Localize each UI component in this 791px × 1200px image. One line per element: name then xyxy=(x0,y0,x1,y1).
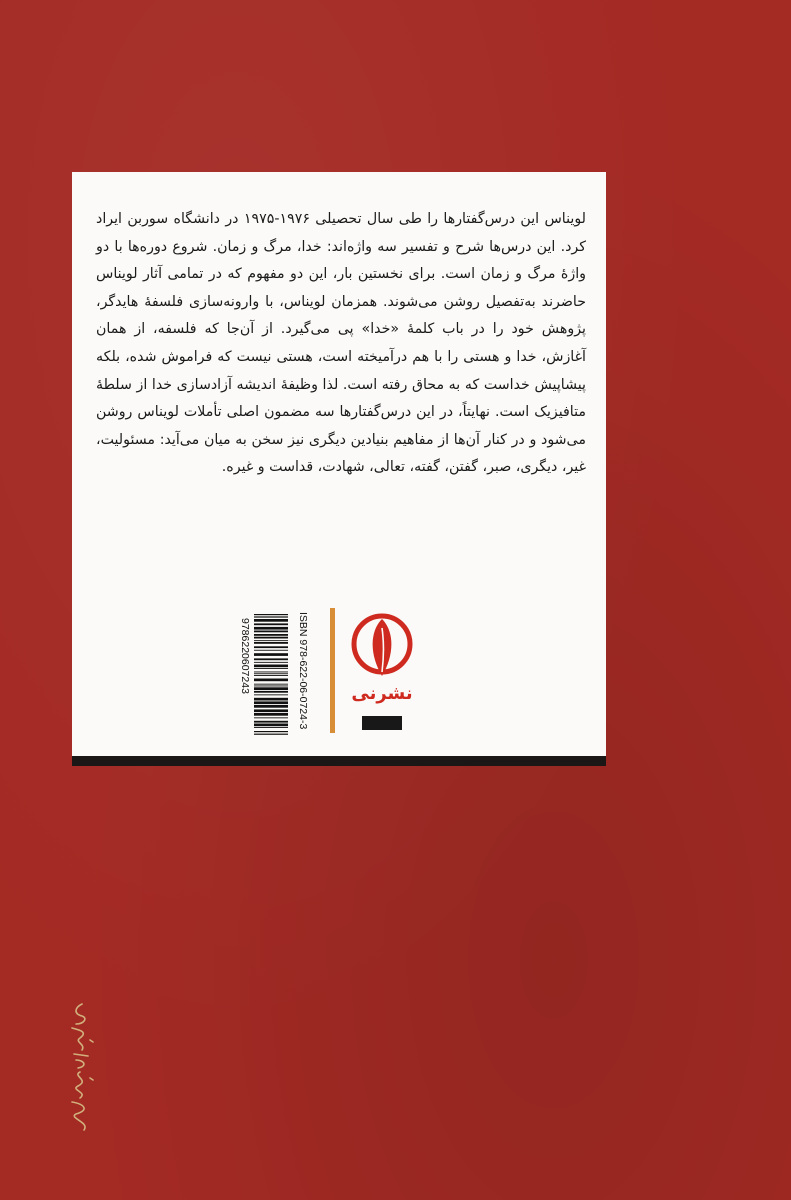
barcode-bar xyxy=(254,662,288,663)
publisher-name: نشرنی xyxy=(351,683,413,704)
barcode-bar xyxy=(254,668,288,669)
barcode-bar xyxy=(254,709,288,712)
barcode-graphic xyxy=(240,610,310,740)
barcode-bar xyxy=(254,701,288,704)
barcode-bar xyxy=(254,694,288,695)
barcode-bar xyxy=(254,684,288,685)
orange-divider xyxy=(330,608,335,733)
publisher-logo-bar xyxy=(362,716,402,730)
barcode-bar xyxy=(254,631,288,633)
barcode-bar xyxy=(254,642,288,644)
barcode-bar xyxy=(254,675,288,676)
barcode-bar xyxy=(254,673,288,674)
barcode-bar xyxy=(254,698,288,701)
barcode-bar xyxy=(254,721,288,723)
barcode-bar xyxy=(254,713,288,716)
barcode-bar xyxy=(254,665,288,668)
barcode-bar xyxy=(254,679,288,682)
barcode-bar xyxy=(254,705,288,708)
barcode-bar xyxy=(254,637,288,639)
barcode-bar xyxy=(254,658,288,660)
isbn-barcode xyxy=(240,610,310,740)
barcode-bar xyxy=(254,619,288,622)
barcode-bar xyxy=(254,724,288,727)
barcode-bar xyxy=(254,734,288,735)
barcode-bar xyxy=(254,627,288,630)
barcode-bar xyxy=(254,691,288,693)
barcode-bar xyxy=(254,616,288,617)
barcode-bar xyxy=(254,686,288,687)
barcode-bar xyxy=(254,646,288,648)
panel-bottom-bar xyxy=(72,756,606,766)
handwritten-signature-icon xyxy=(60,1000,100,1135)
barcode-bar xyxy=(254,650,288,651)
isbn-label: ISBN 978-622-06-0724-3 xyxy=(297,612,309,730)
isbn-digits: 9786220607243 xyxy=(240,618,251,694)
barcode-bar xyxy=(254,727,288,728)
barcode-bar xyxy=(254,672,288,673)
barcode-bar xyxy=(254,717,288,718)
barcode-bar xyxy=(254,653,288,656)
barcode-bar xyxy=(254,640,288,641)
barcode-bar xyxy=(254,623,288,625)
barcode-bar xyxy=(254,614,288,615)
barcode-bar xyxy=(254,634,288,636)
barcode-bar xyxy=(254,687,288,690)
back-cover-blurb: لویناس این درس‌گفتارها را طی سال تحصیلی ۱۹۷۶-۱۹۷۵ در دانشگاه سوربن ایراد کرد. این درس‌ها شرح و تفسیر سه واژه‌اند: خدا، مرگ و زمان. شروع دوره‌ها با دو واژهٔ مرگ و زمان است. برای نخستین بار، این دو مفهوم که در تمامی آثار لویناس حاضرند به‌تفصیل روشن می‌شوند. همزمان لویناس، با وارونه‌سازی فلسفهٔ هایدگر، پژوهش خود را در باب کلمهٔ «خدا» پی می‌گیرد. از آن‌جا که فلسفه، از همان آغازش، خدا و هستی را با هم درآمیخته است، هستی نیست که فراموش شده، بلکه پیشاپیش خداست که به محاق رفته است. لذا وظیفهٔ اندیشه آزادسازی خدا از سلطهٔ متافیزیک است. نهایتاً، در این درس‌گفتارها سه مضمون اصلی تأملات لویناس روشن می‌شود و در کنار آن‌ها از مفاهیم بنیادین دیگری نیز سخن به میان می‌آید: مسئولیت، غیر، دیگری، صبر، گفتن، گفته، تعالی، شهادت، قداست و غیره. xyxy=(96,211,586,476)
barcode-bar xyxy=(254,731,288,732)
